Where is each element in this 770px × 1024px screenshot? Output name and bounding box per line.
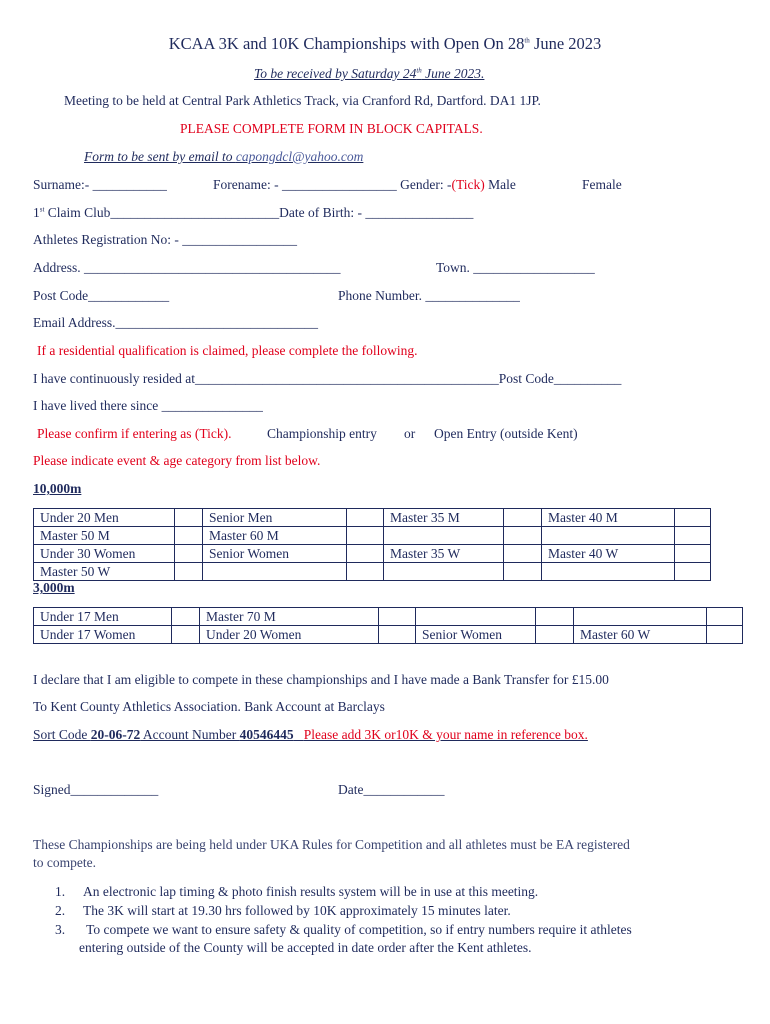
table-row [34,527,711,545]
tick-box[interactable] [172,626,200,644]
date-field[interactable]: Date____________ [338,782,445,797]
event-category-cell: Master 35 W [384,545,504,563]
forename-gender-field[interactable]: Forename: - _________________ Gender: -(Tick) Male [213,177,516,192]
venue-text: Meeting to be held at Central Park Athletics Track, via Cranford Rd, Dartford. DA1 1JP. [64,93,541,108]
form-title: KCAA 3K and 10K Championships with Open On 28th June 2023 [168,34,602,53]
registration-number-field[interactable]: Athletes Registration No: - _________________ [33,232,297,247]
event-category-cell: Senior Men [203,509,347,527]
list-item: 1. An electronic lap timing & photo finish results system will be in use at this meeting. [55,884,539,899]
tick-box[interactable] [172,608,200,626]
tick-box[interactable] [707,626,743,644]
email-link[interactable]: capongdcl@yahoo.com [235,149,364,164]
list-item: 3. To compete we want to ensure safety & quality of competition, so if entry numbers require it athletes [55,922,632,937]
account-number: 40546445 [239,727,294,742]
event-category-cell [384,527,504,545]
entry-confirm-note: Please confirm if entering as (Tick). [37,426,232,441]
event-category-cell: Master 35 M [384,509,504,527]
tick-box[interactable] [175,563,203,581]
residential-note: If a residential qualification is claimed, please complete the following. [37,343,418,358]
event-category-cell: Under 30 Women [34,545,175,563]
event-category-cell [542,563,675,581]
email-field[interactable]: Email Address.______________________________ [33,315,318,330]
or-text: or [404,426,416,441]
town-field[interactable]: Town. __________________ [436,260,595,275]
event-category-cell: Under 20 Men [34,509,175,527]
event-category-cell: Master 60 M [203,527,347,545]
event-category-cell [574,608,707,626]
event-category-cell: Senior Women [416,626,536,644]
deadline-note: To be received by Saturday 24th June 2023. [254,66,485,81]
event-category-cell: Under 17 Men [34,608,172,626]
event-category-cell [542,527,675,545]
event-category-cell [384,563,504,581]
sort-code: 20-06-72 [90,727,141,742]
reference-note: Please add 3K or10K & your name in reference box. [303,727,588,742]
surname-field[interactable]: Surname:- ___________ [33,177,167,192]
event-category-cell: Master 40 M [542,509,675,527]
email-instruction: Form to be sent by email to capongdcl@yahoo.com [84,149,364,164]
lived-since-field[interactable]: I have lived there since _______________ [33,398,263,413]
tick-box[interactable] [536,608,574,626]
tick-box[interactable] [504,563,542,581]
event-category-cell: Master 50 M [34,527,175,545]
address-field[interactable]: Address. ______________________________________ [33,260,341,275]
event-table-3000m [33,607,743,644]
tick-box[interactable] [347,509,384,527]
event-category-cell: Under 17 Women [34,626,172,644]
tick-box[interactable] [379,608,416,626]
block-capitals-note: PLEASE COMPLETE FORM IN BLOCK CAPITALS. [180,121,483,136]
phone-field[interactable]: Phone Number. ______________ [338,288,520,303]
tick-box[interactable] [504,527,542,545]
gender-female-option[interactable]: Female [582,177,622,192]
tick-box[interactable] [504,509,542,527]
tick-box[interactable] [347,527,384,545]
bank-details: Sort Code 20-06-72 Account Number 40546445 Please add 3K or10K & your name in reference box. [33,727,588,742]
declaration-line-2: To Kent County Athletics Association. Bank Account at Barclays [33,699,385,714]
heading-10000m: 10,000m [33,481,82,496]
tick-box[interactable] [675,563,711,581]
postcode-field[interactable]: Post Code____________ [33,288,170,303]
table-row [34,563,711,581]
tick-box[interactable] [175,545,203,563]
signature-field[interactable]: Signed_____________ [33,782,159,797]
event-category-cell: Senior Women [203,545,347,563]
list-item: 2. The 3K will start at 19.30 hrs followed by 10K approximately 15 minutes later. [55,903,511,918]
event-category-cell: Under 20 Women [200,626,379,644]
event-category-cell [203,563,347,581]
event-category-cell: Master 40 W [542,545,675,563]
table-row [34,626,743,644]
heading-3000m: 3,000m [33,580,75,595]
event-instruction: Please indicate event & age category from list below. [33,453,321,468]
resided-field[interactable]: I have continuously resided at_____________________________________________Post Code__________ [33,371,622,386]
tick-box[interactable] [175,509,203,527]
tick-box[interactable] [347,563,384,581]
open-entry-option[interactable]: Open Entry (outside Kent) [434,426,578,441]
tick-box[interactable] [347,545,384,563]
tick-box[interactable] [675,527,711,545]
championship-entry-option[interactable]: Championship entry [267,426,377,441]
tick-box[interactable] [175,527,203,545]
tick-box[interactable] [707,608,743,626]
tick-box[interactable] [675,545,711,563]
event-category-cell: Master 50 W [34,563,175,581]
table-row [34,608,743,626]
declaration-line-1: I declare that I am eligible to compete in these championships and I have made a Bank Transfer for £15.00 [33,672,609,687]
event-category-cell: Master 60 W [574,626,707,644]
table-row [34,509,711,527]
rules-line-2: to compete. [33,855,96,870]
event-category-cell: Master 70 M [200,608,379,626]
tick-box[interactable] [675,509,711,527]
tick-box[interactable] [379,626,416,644]
club-dob-field[interactable]: 1st Claim Club_________________________Date of Birth: - ________________ [33,205,474,220]
tick-box[interactable] [536,626,574,644]
tick-box[interactable] [504,545,542,563]
list-item-continuation: entering outside of the County will be accepted in date order after the Kent athletes. [79,940,532,955]
table-row [34,545,711,563]
rules-line-1: These Championships are being held under UKA Rules for Competition and all athletes must be EA registered [33,837,630,852]
event-table-10000m [33,508,711,581]
event-category-cell [416,608,536,626]
